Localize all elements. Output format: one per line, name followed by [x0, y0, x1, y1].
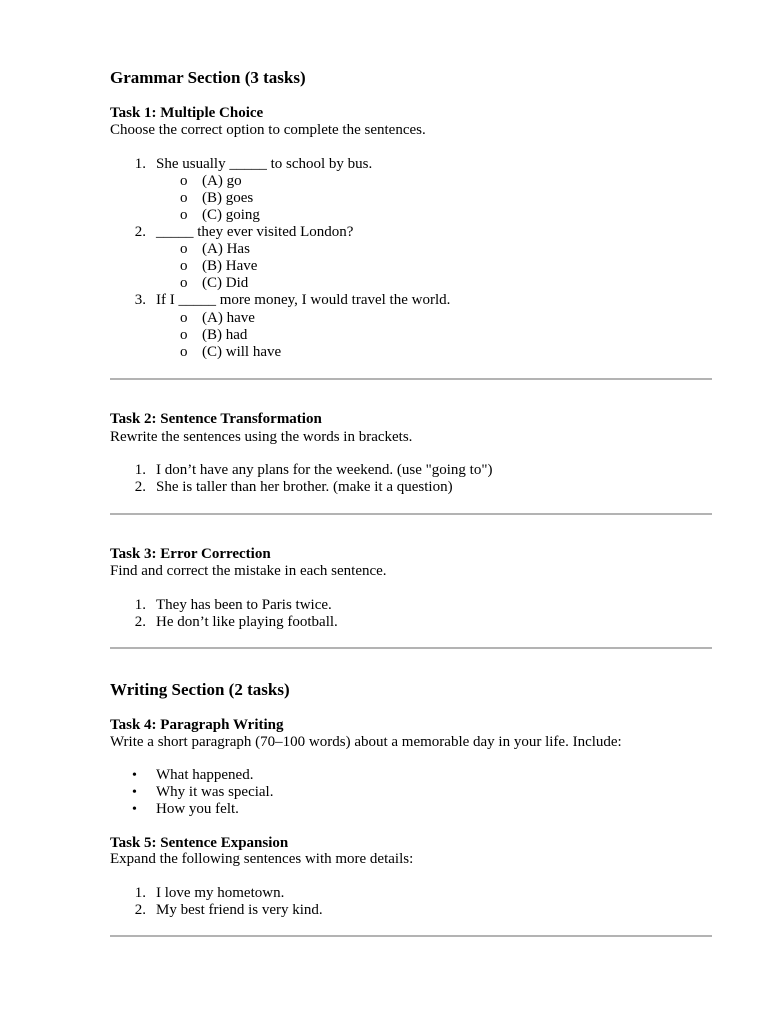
item-text: I love my hometown. [156, 885, 285, 901]
task5-title: Task 5: Sentence Expansion [110, 835, 289, 851]
option-text: (C) going [202, 207, 260, 223]
task2-title: Task 2: Sentence Transformation [110, 411, 322, 427]
option-marker: o [180, 310, 188, 326]
bullet-marker: • [132, 802, 137, 817]
writing-section-title: Writing Section (2 tasks) [110, 680, 290, 699]
item-number: 1. [134, 462, 146, 478]
item-number: 2. [134, 224, 146, 240]
option-marker: o [180, 344, 188, 360]
item-text: They has been to Paris twice. [156, 597, 332, 613]
item-number: 1. [134, 597, 146, 613]
option-text: (B) Have [202, 258, 258, 274]
horizontal-rule [110, 378, 712, 380]
item-number: 1. [134, 885, 146, 901]
task5-description: Expand the following sentences with more details: [110, 851, 414, 867]
option-marker: o [180, 327, 188, 343]
option-text: (A) go [202, 173, 242, 189]
horizontal-rule [110, 647, 712, 649]
bullet-marker: • [132, 768, 137, 783]
item-number: 1. [134, 156, 146, 172]
item-number: 2. [134, 479, 146, 495]
task3-description: Find and correct the mistake in each sentence. [110, 563, 387, 579]
item-text: Why it was special. [156, 784, 274, 800]
item-text: If I _____ more money, I would travel the world. [156, 292, 451, 308]
option-marker: o [180, 275, 188, 291]
task1-description: Choose the correct option to complete the sentences. [110, 122, 426, 138]
task4-description: Write a short paragraph (70–100 words) about a memorable day in your life. Include: [110, 734, 622, 750]
task2-description: Rewrite the sentences using the words in brackets. [110, 429, 413, 445]
option-marker: o [180, 241, 188, 257]
item-number: 3. [134, 292, 146, 308]
option-marker: o [180, 190, 188, 206]
option-text: (A) Has [202, 241, 250, 257]
option-text: (B) had [202, 327, 248, 343]
task3-title: Task 3: Error Correction [110, 546, 271, 562]
task1-title: Task 1: Multiple Choice [110, 105, 264, 121]
option-text: (C) will have [202, 344, 282, 360]
task4-title: Task 4: Paragraph Writing [110, 717, 284, 733]
item-text: What happened. [156, 767, 254, 783]
item-text: She usually _____ to school by bus. [156, 156, 373, 172]
option-text: (B) goes [202, 190, 254, 206]
horizontal-rule [110, 935, 712, 937]
item-text: I don’t have any plans for the weekend. (use "going to") [156, 462, 493, 478]
item-number: 2. [134, 614, 146, 630]
item-text: She is taller than her brother. (make it a question) [156, 479, 453, 495]
item-text: He don’t like playing football. [156, 614, 338, 630]
item-text: My best friend is very kind. [156, 902, 323, 918]
item-text: _____ they ever visited London? [156, 224, 354, 240]
option-text: (A) have [202, 310, 255, 326]
grammar-section-title: Grammar Section (3 tasks) [110, 68, 306, 87]
item-number: 2. [134, 902, 146, 918]
option-marker: o [180, 258, 188, 274]
item-text: How you felt. [156, 801, 239, 817]
bullet-marker: • [132, 785, 137, 800]
horizontal-rule [110, 513, 712, 515]
option-marker: o [180, 207, 188, 223]
option-marker: o [180, 173, 188, 189]
option-text: (C) Did [202, 275, 249, 291]
